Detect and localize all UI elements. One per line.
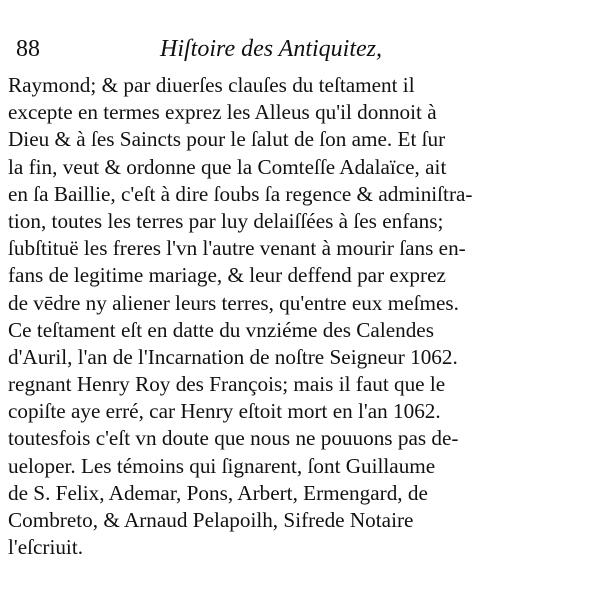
- text-line: fans de legitime mariage, & leur deffend par exprez: [8, 263, 446, 288]
- running-head: [8, 34, 605, 64]
- page-number: 88: [16, 36, 40, 62]
- text-line: Ce teſtament eſt en datte du vnziéme des Calendes: [8, 317, 434, 342]
- running-title: Hiſtoire des Antiquitez,: [160, 36, 382, 62]
- text-line: Raymond; & par diuerſes clauſes du teſtament il: [8, 73, 415, 97]
- text-line: Combreto, & Arnaud Pelapoilh, Sifrede Notaire: [8, 508, 414, 532]
- text-line: l'eſcriuit.: [8, 535, 84, 560]
- text-line: de S. Felix, Ademar, Pons, Arbert, Ermengard, de: [8, 480, 428, 505]
- text-line: regnant Henry Roy des François; mais il faut que le: [8, 372, 446, 397]
- text-line: la fin, veut & ordonne que la Comteſſe Adalaïce, ait: [8, 154, 447, 179]
- text-line: excepte en termes exprez les Alleus qu'il donnoit à: [8, 100, 437, 125]
- text-line: copiſte aye erré, car Henry eſtoit mort en l'an 1062.: [8, 399, 441, 424]
- text-line: ueloper. Les témoins qui ſignarent, ſont Guillaume: [8, 453, 436, 478]
- text-line: en ſa Baillie, c'eſt à dire ſoubs ſa regence & adminiſtra-: [8, 181, 473, 206]
- text-line: ſubſtituë les freres l'vn l'autre venant à mourir ſans en-: [8, 236, 466, 261]
- text-line: Dieu & à ſes Saincts pour le ſalut de ſon ame. Et ſur: [8, 127, 446, 152]
- text-line: toutesfois c'eſt vn doute que nous ne pouuons pas de-: [8, 426, 459, 451]
- text-line: tion, toutes les terres par luy delaiſſées à ſes enfans;: [8, 208, 444, 233]
- text-line: d'Auril, l'an de l'Incarnation de noſtre Seigneur 1062.: [8, 344, 458, 369]
- body-text: [8, 72, 605, 561]
- text-line: de vēdre ny aliener leurs terres, qu'entre eux meſmes.: [8, 290, 459, 315]
